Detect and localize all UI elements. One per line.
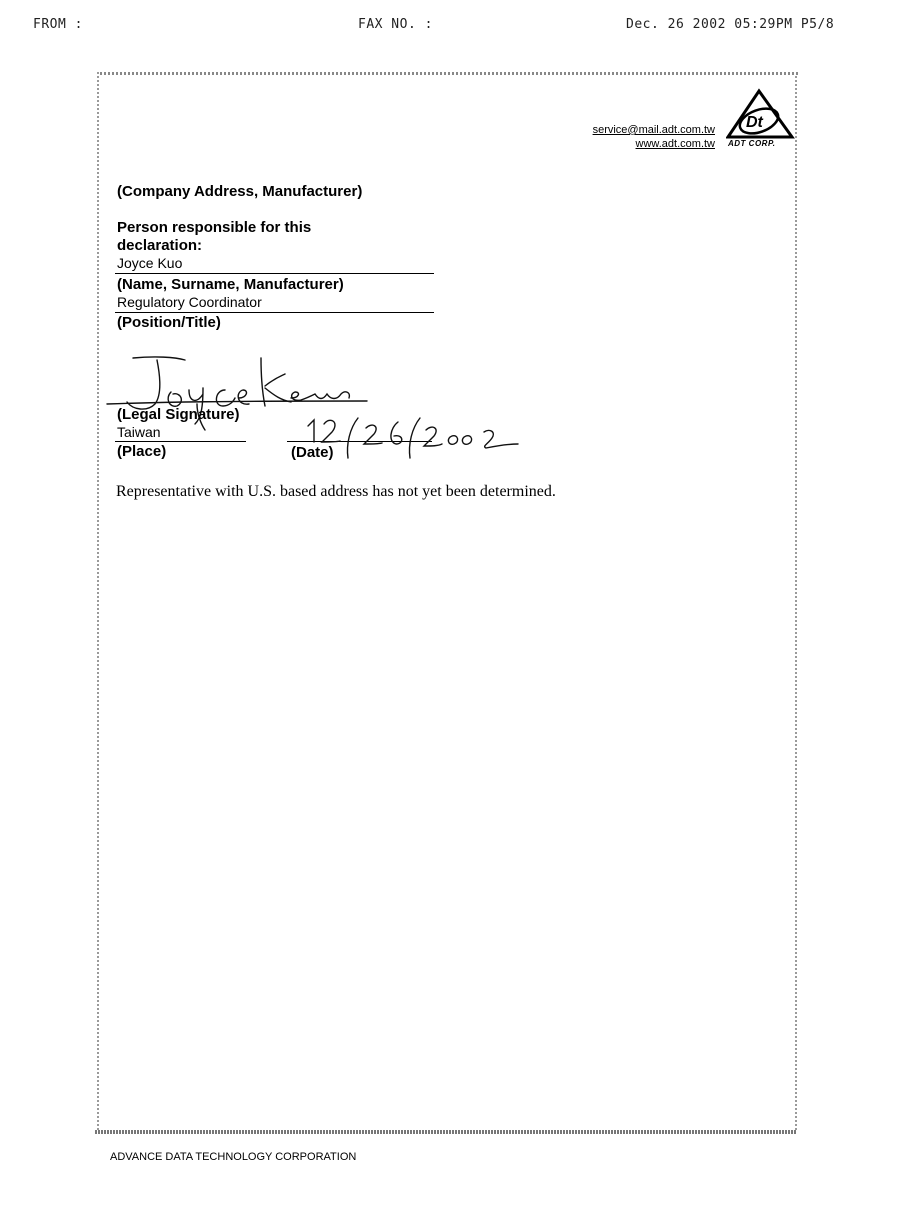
handwritten-date [296, 414, 526, 460]
footer-company-name: ADVANCE DATA TECHNOLOGY CORPORATION [110, 1151, 357, 1163]
position-value: Regulatory Coordinator [117, 294, 262, 310]
place-underline [115, 441, 246, 442]
contact-email: service@mail.adt.com.tw [592, 124, 715, 136]
legal-signature-label: (Legal Signature) [117, 406, 240, 423]
place-label: (Place) [117, 443, 167, 460]
frame-bottom-edge [95, 1130, 797, 1134]
name-value: Joyce Kuo [117, 255, 183, 271]
person-responsible-label-2: declaration: [117, 237, 203, 254]
position-label: (Position/Title) [117, 314, 221, 331]
place-value: Taiwan [117, 424, 161, 440]
person-responsible-label-1: Person responsible for this [117, 219, 312, 236]
fax-number-label: FAX NO. : [358, 17, 433, 32]
company-address-label: (Company Address, Manufacturer) [117, 183, 363, 200]
frame-top-edge [100, 72, 800, 75]
adt-logo [726, 88, 796, 150]
adt-logo-text: ADT CORP. [728, 139, 776, 148]
position-underline [115, 312, 434, 313]
fax-from: FROM : [33, 17, 83, 32]
name-underline [115, 273, 434, 274]
date-label: (Date) [291, 444, 334, 461]
representative-note: Representative with U.S. based address has not yet been determined. [116, 483, 556, 500]
name-label: (Name, Surname, Manufacturer) [117, 276, 344, 293]
adt-logo-icon [726, 88, 796, 140]
svg-text:Dt: Dt [746, 114, 763, 131]
contact-website: www.adt.com.tw [635, 138, 715, 150]
fax-datetime-page: Dec. 26 2002 05:29PM P5/8 [626, 17, 835, 32]
